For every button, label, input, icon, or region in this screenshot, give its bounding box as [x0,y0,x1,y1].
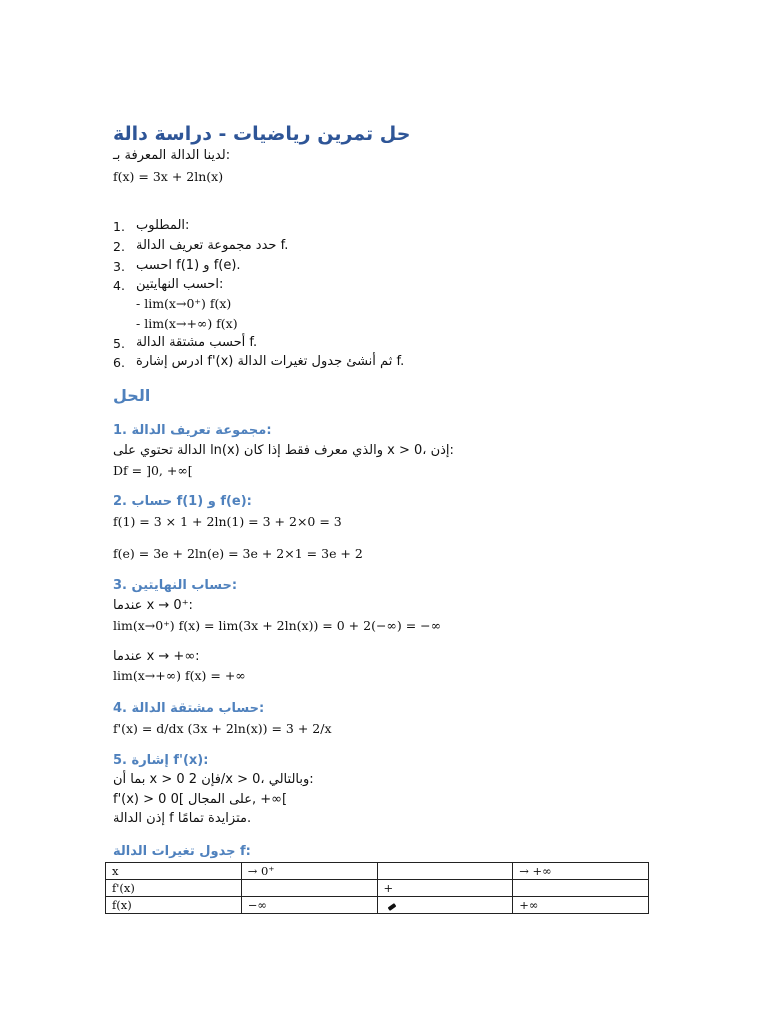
req-number: 2. [113,239,125,254]
table-cell: + [377,880,513,897]
section-math: f(e) = 3e + 2ln(e) = 3e + 2×1 = 3e + 2 [113,546,363,561]
table-cell-arrow [377,897,513,914]
section-text: الدالة تحتوي على ln(x) والذي معرف فقط إذا كان x > 0، إذن: [113,443,454,458]
table-cell: +∞ [513,897,649,914]
section-math: Df = ]0, +∞[ [113,463,193,478]
req-number: 4. [113,278,125,293]
section-math: f(1) = 3 × 1 + 2ln(1) = 3 + 2×0 = 3 [113,514,342,529]
table-cell: −∞ [241,897,377,914]
function-formula: f(x) = 3x + 2ln(x) [113,169,224,184]
section-heading: 3. حساب النهايتين: [113,578,238,593]
table-cell: f'(x) [106,880,242,897]
page-title: حل تمرين رياضيات - دراسة دالة [113,123,411,145]
req-item: احسب النهايتين: [136,277,224,292]
req-number: 5. [113,336,125,351]
section-heading: 2. حساب f(1) و f(e): [113,494,252,509]
req-number: 6. [113,355,125,370]
section-text: بما أن x > 0 فإن 2/x > 0، وبالتالي: [113,772,314,787]
section-math: lim(x→0⁺) f(x) = lim(3x + 2ln(x)) = 0 + 2(−∞) = −∞ [113,618,442,633]
table-cell [377,863,513,880]
table-row [106,880,649,897]
variation-table [105,862,649,914]
solution-heading: الحل [113,386,151,405]
table-row [106,897,649,914]
section-math: lim(x→+∞) f(x) = +∞ [113,668,246,683]
table-cell: x [106,863,242,880]
req-number: 1. [113,219,125,234]
req-subitem: - lim(x→0⁺) f(x) [136,296,232,311]
section-heading: 5. إشارة f'(x): [113,753,209,768]
req-item: ادرس إشارة f'(x) ثم أنشئ جدول تغيرات الدالة f. [136,354,405,369]
section-heading: 1. مجموعة تعريف الدالة: [113,423,272,438]
table-cell: f(x) [106,897,242,914]
section-text: عندما x → 0⁺: [113,598,193,613]
intro-text: لدينا الدالة المعرفة بـ: [113,148,231,163]
req-number: 3. [113,259,125,274]
section-text: f'(x) > 0 على المجال ]0, +∞[ [113,792,288,807]
table-cell: → +∞ [513,863,649,880]
section-math: f'(x) = d/dx (3x + 2ln(x)) = 3 + 2/x [113,721,332,736]
table-cell [513,880,649,897]
section-heading: 4. حساب مشتقة الدالة: [113,701,265,716]
req-subitem: - lim(x→+∞) f(x) [136,316,238,331]
table-cell [241,880,377,897]
section-text: عندما x → +∞: [113,649,200,664]
pencil-arrow-icon [387,903,396,911]
section-heading: جدول تغيرات الدالة f: [113,844,251,859]
table-row [106,863,649,880]
req-item: احسب f(1) و f(e). [136,258,241,273]
table-cell: → 0⁺ [241,863,377,880]
req-item: المطلوب: [136,218,190,233]
section-text: إذن الدالة f متزايدة تمامًا. [113,811,252,826]
req-item: أحسب مشتقة الدالة f. [136,335,258,350]
req-item: حدد مجموعة تعريف الدالة f. [136,238,289,253]
